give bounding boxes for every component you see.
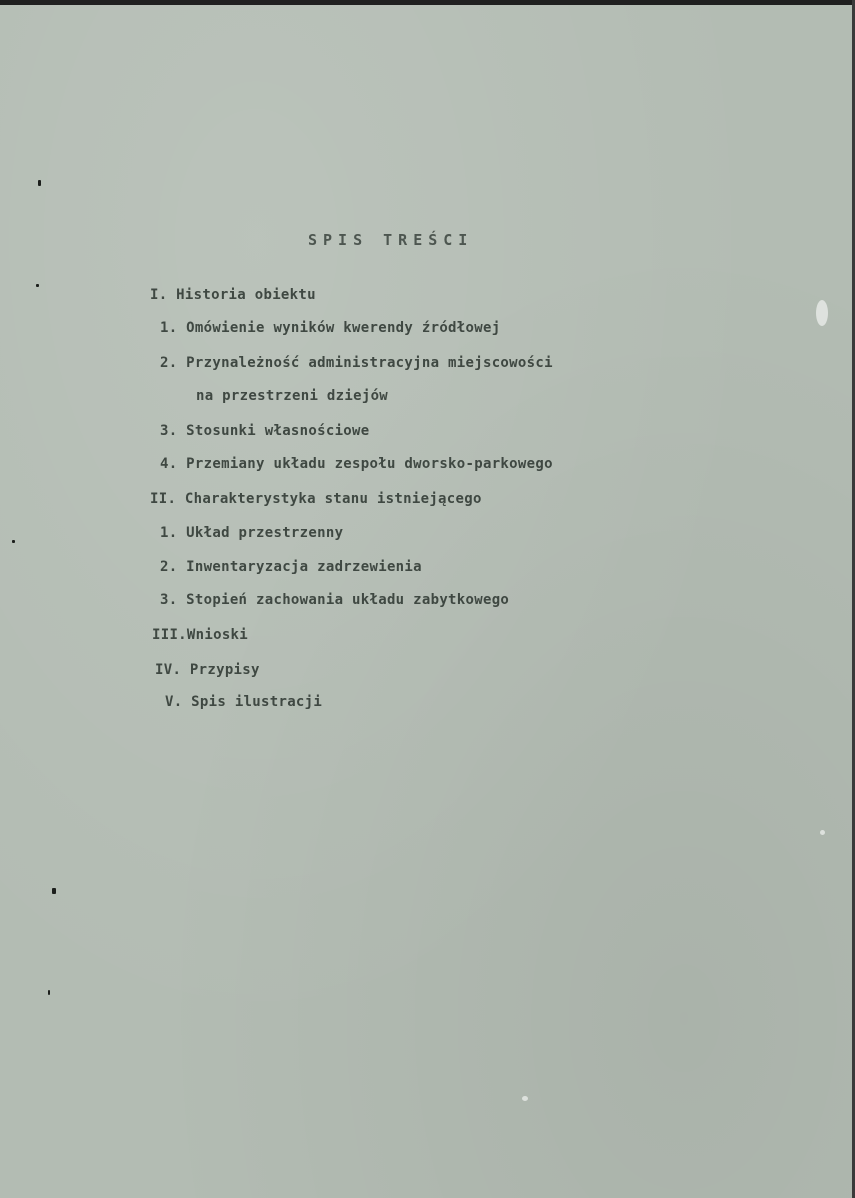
toc-entry: V. Spis ilustracji bbox=[165, 694, 323, 710]
toc-entry: 1. Układ przestrzenny bbox=[160, 525, 344, 541]
margin-mark bbox=[48, 990, 50, 995]
margin-mark bbox=[36, 284, 39, 287]
paper-speck bbox=[816, 300, 828, 326]
paper-speck bbox=[522, 1096, 528, 1101]
paper-speck bbox=[820, 830, 825, 835]
margin-mark bbox=[38, 180, 41, 186]
toc-entry: 3. Stosunki własnościowe bbox=[160, 423, 370, 439]
scan-top-edge bbox=[0, 0, 855, 5]
toc-entry: 1. Omówienie wyników kwerendy źródłowej bbox=[160, 320, 501, 336]
toc-entry: 3. Stopień zachowania układu zabytkowego bbox=[160, 592, 510, 608]
margin-mark bbox=[52, 888, 56, 894]
toc-heading: SPIS TREŚCI bbox=[308, 231, 474, 249]
toc-entry: 2. Przynależność administracyjna miejscowości bbox=[160, 355, 553, 371]
toc-entry: II. Charakterystyka stanu istniejącego bbox=[150, 491, 482, 507]
toc-entry: IV. Przypisy bbox=[155, 662, 260, 678]
margin-mark bbox=[12, 540, 15, 543]
toc-entry: na przestrzeni dziejów bbox=[196, 388, 389, 404]
toc-entry: 2. Inwentaryzacja zadrzewienia bbox=[160, 559, 422, 575]
toc-entry: 4. Przemiany układu zespołu dworsko-parkowego bbox=[160, 456, 553, 472]
toc-entry: III.Wnioski bbox=[152, 627, 249, 643]
toc-entry: I. Historia obiektu bbox=[150, 287, 316, 303]
